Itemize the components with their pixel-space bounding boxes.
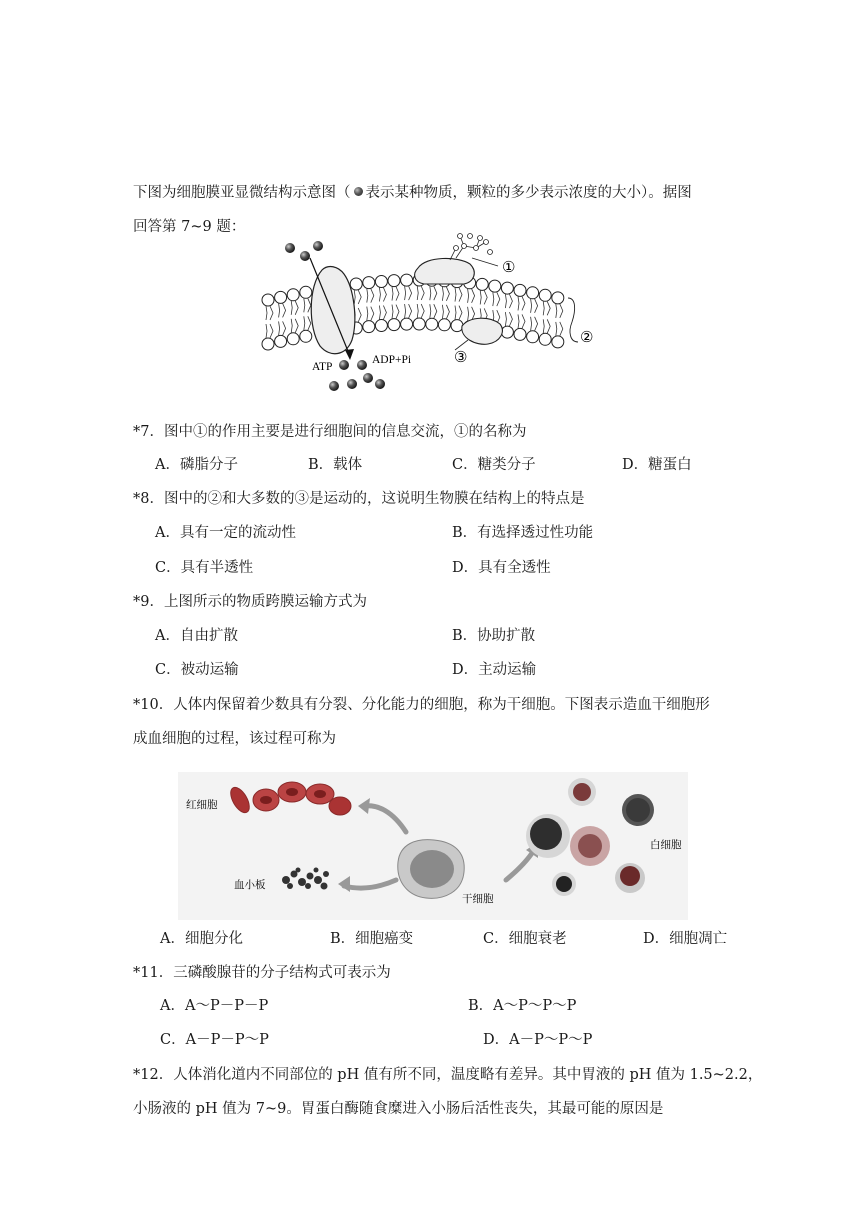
phospholipid-tail <box>459 288 462 302</box>
question-12-stem-2: 小肠液的 pH 值为 7~9。胃蛋白酶随食糜进入小肠后活性丧失，其最可能的原因是 <box>133 1101 664 1117</box>
phospholipid-head <box>514 284 526 296</box>
phospholipid-tail <box>518 314 519 328</box>
phospholipid-tail <box>484 290 487 304</box>
question-9-stem: *9．上图所示的物质跨膜运输方式为 <box>133 594 367 610</box>
phospholipid-tail <box>472 289 475 303</box>
phospholipid-tail <box>547 319 550 333</box>
phospholipid-head <box>300 330 312 342</box>
phospholipid-head <box>275 291 287 303</box>
phospholipid-head <box>287 333 299 345</box>
phospholipid-tail <box>535 317 538 331</box>
phospholipid-tail <box>291 319 292 333</box>
q10-option-a[interactable]: A．细胞分化 <box>160 931 243 947</box>
phospholipid-tail <box>446 287 449 301</box>
phospholipid-head <box>401 318 413 330</box>
phospholipid-head <box>489 280 501 292</box>
q9-option-b[interactable]: B．协助扩散 <box>452 628 536 644</box>
phospholipid-head <box>476 278 488 290</box>
phospholipid-tail <box>417 286 418 300</box>
phospholipid-tail <box>308 316 311 330</box>
phospholipid-tail <box>493 292 494 306</box>
phospholipid-tail <box>560 322 563 336</box>
particle-icon <box>354 187 363 196</box>
phospholipid-tail <box>531 299 532 313</box>
q9-option-c[interactable]: C．被动运输 <box>155 662 239 678</box>
phospholipid-tail <box>383 306 386 320</box>
phospholipid-tail <box>442 305 443 319</box>
phospholipid-head <box>527 287 539 299</box>
phospholipid-head <box>539 333 551 345</box>
phospholipid-tail <box>283 321 286 335</box>
phospholipid-tail <box>405 286 406 300</box>
phospholipid-tail <box>367 307 368 321</box>
q10-option-c[interactable]: C．细胞衰老 <box>483 931 567 947</box>
phospholipid-tail <box>505 294 506 308</box>
rbc-label: 红细胞 <box>186 799 218 811</box>
question-12-stem: *12．人体消化道内不同部位的 pH 值有所不同，温度略有差异。其中胃液的 pH 值为 1.5~2.2， <box>133 1067 763 1083</box>
stem-cell-diagram <box>178 772 688 920</box>
q11-option-a[interactable]: A．A～P－P－P <box>160 998 269 1014</box>
phospholipid-tail <box>379 306 380 320</box>
phospholipid-tail <box>535 299 538 313</box>
phospholipid-head <box>552 292 564 304</box>
phospholipid-tail <box>522 314 525 328</box>
phospholipid-head <box>287 289 299 301</box>
phospholipid-tail <box>522 296 525 310</box>
phospholipid-tail <box>371 307 374 321</box>
atp-label: ATP <box>312 361 333 373</box>
q7-option-c[interactable]: C．糖类分子 <box>452 457 536 473</box>
q11-option-d[interactable]: D．A－P～P～P <box>483 1032 593 1048</box>
phospholipid-tail <box>509 312 512 326</box>
phospholipid-tail <box>560 304 563 318</box>
phospholipid-tail <box>459 306 462 320</box>
phospholipid-tail <box>266 324 267 338</box>
phospholipid-head <box>375 276 387 288</box>
phospholipid-tail <box>354 290 355 304</box>
phospholipid-head <box>262 294 274 306</box>
phospholipid-tail <box>304 298 305 312</box>
phospholipid-tail <box>505 312 506 326</box>
question-8-stem: *8．图中的②和大多数的③是运动的，这说明生物膜在结构上的特点是 <box>133 491 585 507</box>
q7-option-a[interactable]: A．磷脂分子 <box>155 457 238 473</box>
phospholipid-head <box>262 338 274 350</box>
phospholipid-head <box>552 336 564 348</box>
phospholipid-head <box>438 319 450 331</box>
phospholipid-tail <box>396 287 399 301</box>
phospholipid-tail <box>543 319 544 333</box>
phospholipid-tail <box>547 301 550 315</box>
phospholipid-tail <box>379 288 380 302</box>
phospholipid-head <box>275 335 287 347</box>
phospholipid-head <box>388 275 400 287</box>
adp-label: ADP+Pi <box>372 354 412 366</box>
phospholipid-head <box>300 286 312 298</box>
phospholipid-tail <box>468 289 469 303</box>
phospholipid-tail <box>409 286 412 300</box>
phospholipid-tail <box>367 289 368 303</box>
phospholipid-tail <box>455 288 456 302</box>
phospholipid-tail <box>295 301 298 315</box>
phospholipid-tail <box>270 306 273 320</box>
phospholipid-tail <box>279 303 280 317</box>
q9-option-a[interactable]: A．自由扩散 <box>155 628 238 644</box>
phospholipid-tail <box>421 304 424 318</box>
q11-option-b[interactable]: B．A～P～P～P <box>468 998 577 1014</box>
phospholipid-tail <box>556 304 557 318</box>
phospholipid-tail <box>480 290 481 304</box>
q8-option-a[interactable]: A．具有一定的流动性 <box>155 525 296 541</box>
phospholipid-head <box>501 326 513 338</box>
phospholipid-tail <box>392 287 393 301</box>
q10-option-b[interactable]: B．细胞癌变 <box>330 931 414 947</box>
phospholipid-tail <box>409 304 412 318</box>
label-1: ① <box>502 260 516 276</box>
question-10-stem-2: 成血细胞的过程，该过程可称为 <box>133 731 336 747</box>
phospholipid-tail <box>417 304 418 318</box>
phospholipid-tail <box>455 306 456 320</box>
cell-membrane-diagram <box>250 228 610 398</box>
q10-option-d[interactable]: D．细胞凋亡 <box>643 931 728 947</box>
phospholipid-tail <box>266 306 267 320</box>
phospholipid-tail <box>358 308 361 322</box>
phospholipid-tail <box>430 286 431 300</box>
phospholipid-tail <box>405 304 406 318</box>
phospholipid-tail <box>279 321 280 335</box>
phospholipid-tail <box>497 292 500 306</box>
phospholipid-tail <box>291 301 292 315</box>
phospholipid-head <box>539 289 551 301</box>
phospholipid-head <box>514 328 526 340</box>
phospholipid-tail <box>430 304 431 318</box>
phospholipid-tail <box>270 324 273 338</box>
phospholipid-tail <box>442 287 443 301</box>
stem-cell-label: 干细胞 <box>462 893 494 905</box>
phospholipid-head <box>501 282 513 294</box>
q7-option-d[interactable]: D．糖蛋白 <box>622 457 692 473</box>
phospholipid-tail <box>446 305 449 319</box>
label-2: ② <box>580 330 594 346</box>
q11-option-c[interactable]: C．A－P－P～P <box>160 1032 269 1048</box>
phospholipid-tail <box>509 294 512 308</box>
phospholipid-tail <box>468 307 469 321</box>
question-10-stem: *10．人体内保留着少数具有分裂、分化能力的细胞，称为干细胞。下图表示造血干细胞形 <box>133 697 710 713</box>
phospholipid-head <box>375 320 387 332</box>
platelet-label: 血小板 <box>234 879 266 891</box>
phospholipid-head <box>363 277 375 289</box>
phospholipid-head <box>388 319 400 331</box>
label-3: ③ <box>454 350 468 366</box>
phospholipid-tail <box>434 304 437 318</box>
phospholipid-head <box>527 331 539 343</box>
phospholipid-tail <box>518 296 519 310</box>
phospholipid-tail <box>383 288 386 302</box>
phospholipid-tail <box>543 301 544 315</box>
q8-option-d[interactable]: D．具有全透性 <box>452 560 551 576</box>
question-7-stem: *7．图中①的作用主要是进行细胞间的信息交流，①的名称为 <box>133 424 527 440</box>
intro-line-1: 下图为细胞膜亚显微结构示意图（ 表示某种物质，颗粒的多少表示浓度的大小）。据图 <box>133 185 692 201</box>
intro-line-2: 回答第 7~9 题： <box>133 219 246 235</box>
phospholipid-head <box>363 321 375 333</box>
phospholipid-head <box>401 274 413 286</box>
phospholipid-tail <box>308 298 311 312</box>
q9-option-d[interactable]: D．主动运输 <box>452 662 537 678</box>
wbc-label: 白细胞 <box>650 839 682 851</box>
phospholipid-tail <box>371 289 374 303</box>
phospholipid-tail <box>283 303 286 317</box>
phospholipid-tail <box>556 322 557 336</box>
phospholipid-tail <box>392 305 393 319</box>
phospholipid-tail <box>396 305 399 319</box>
phospholipid-tail <box>295 319 298 333</box>
phospholipid-tail <box>421 286 424 300</box>
question-11-stem: *11．三磷酸腺苷的分子结构式可表示为 <box>133 965 391 981</box>
phospholipid-tail <box>531 317 532 331</box>
q8-option-c[interactable]: C．具有半透性 <box>155 560 254 576</box>
phospholipid-head <box>451 320 463 332</box>
phospholipid-head <box>350 278 362 290</box>
phospholipid-tail <box>434 286 437 300</box>
phospholipid-tail <box>304 316 305 330</box>
phospholipid-tail <box>358 290 361 304</box>
q7-option-b[interactable]: B．载体 <box>308 457 363 473</box>
phospholipid-head <box>426 318 438 330</box>
q8-option-b[interactable]: B．有选择透过性功能 <box>452 525 594 541</box>
phospholipid-head <box>413 318 425 330</box>
